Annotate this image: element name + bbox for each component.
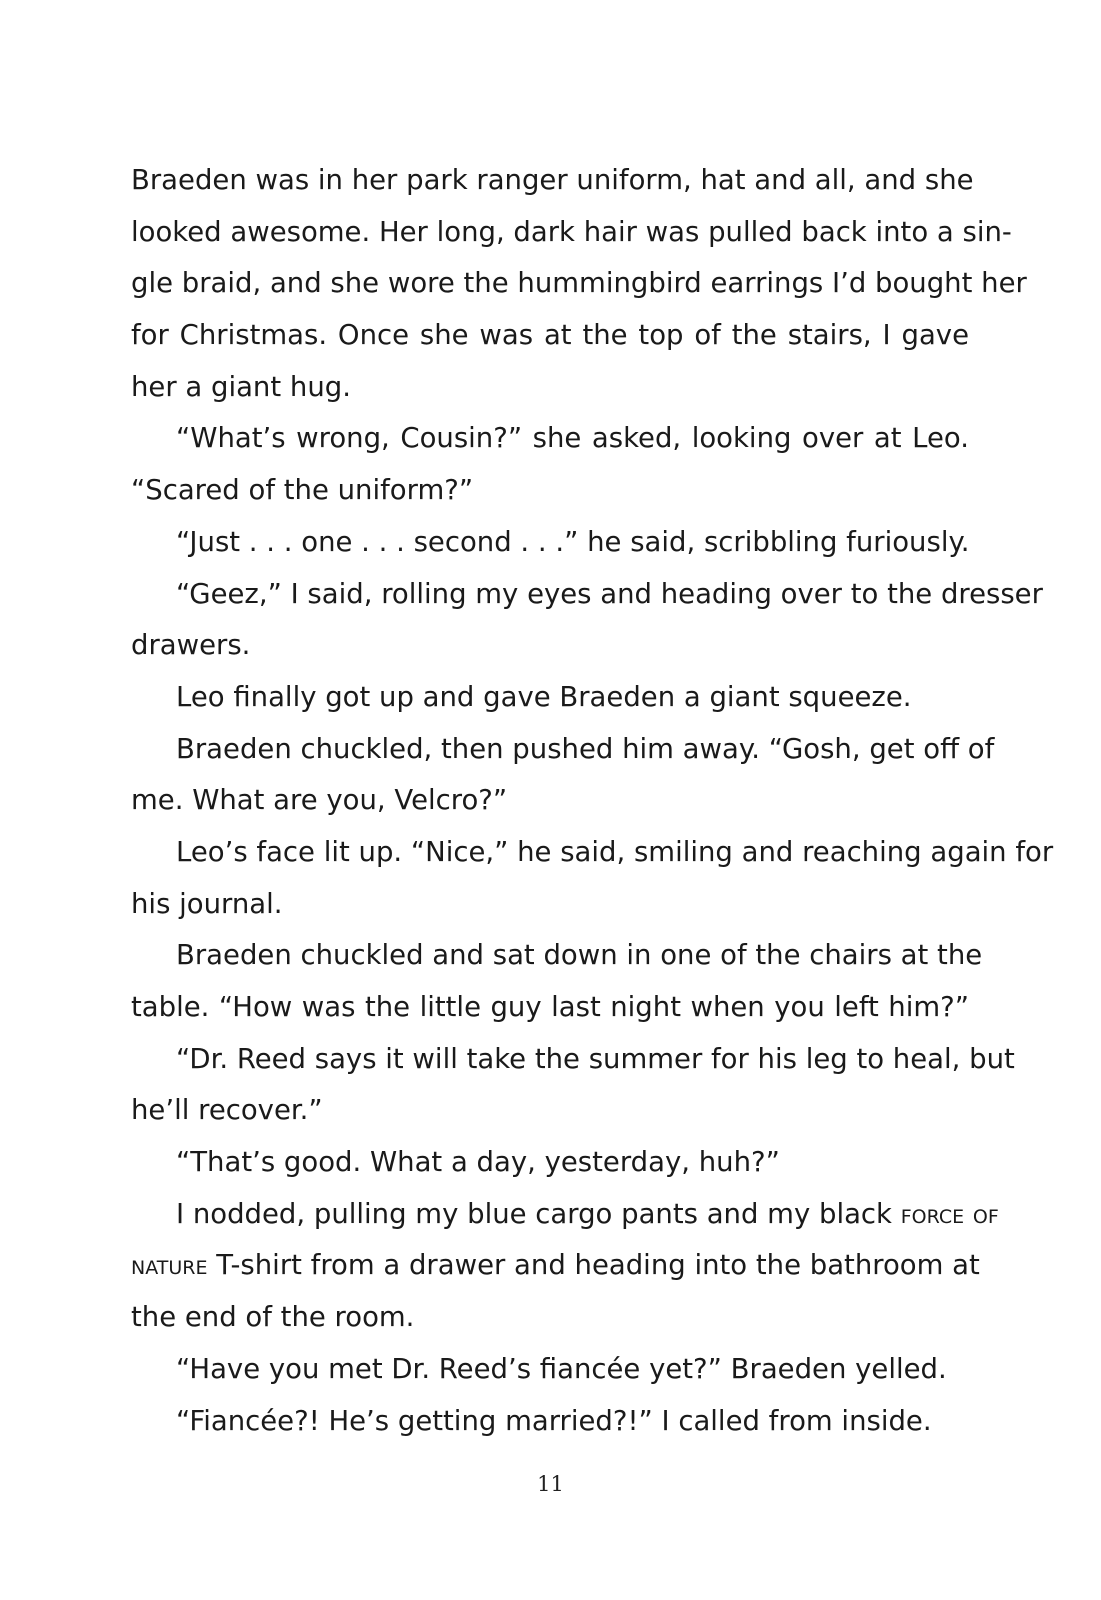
text-segment: I nodded, pulling my blue cargo pants and my black	[176, 1197, 892, 1230]
text-line: “Fiancée?! He’s getting married?!” I called from inside.	[176, 1404, 932, 1437]
text-line: “That’s good. What a day, yesterday, huh?”	[176, 1146, 780, 1179]
text-segment: T-shirt from a drawer and heading into the bathroom at	[216, 1249, 980, 1282]
text-line: “What’s wrong, Cousin?” she asked, looking over at Leo.	[176, 422, 969, 455]
text-line: Braeden chuckled, then pushed him away. “Gosh, get off of	[176, 732, 995, 765]
text-line: Leo finally got up and gave Braeden a giant squeeze.	[176, 680, 912, 713]
text-line: me. What are you, Velcro?”	[131, 784, 508, 817]
text-line: gle braid, and she wore the hummingbird earrings I’d bought her	[131, 267, 1027, 300]
text-line	[131, 1189, 999, 1241]
page-body	[131, 155, 1054, 1447]
text-line: he’ll recover.”	[131, 1094, 323, 1127]
text-line: “Dr. Reed says it will take the summer for his leg to heal, but	[176, 1042, 1015, 1075]
text-line: Braeden chuckled and sat down in one of the chairs at the	[176, 939, 983, 972]
page-number: 11	[537, 1472, 564, 1496]
text-line: drawers.	[131, 629, 251, 662]
text-line: for Christmas. Once she was at the top of the stairs, I gave	[131, 319, 969, 352]
text-line: “Scared of the uniform?”	[131, 474, 474, 507]
text-line: “Have you met Dr. Reed’s fiancée yet?” Braeden yelled.	[176, 1352, 947, 1385]
text-line: “Just . . . one . . . second . . .” he said, scribbling furiously.	[176, 525, 970, 558]
text-line: the end of the room.	[131, 1301, 415, 1334]
text-line: her a giant hug.	[131, 370, 351, 403]
small-caps-text: force of	[900, 1197, 999, 1230]
text-line: Braeden was in her park ranger uniform, hat and all, and she	[131, 164, 974, 196]
text-line: Leo’s face lit up. “Nice,” he said, smiling and reaching again for	[176, 835, 1054, 868]
text-line: looked awesome. Her long, dark hair was pulled back into a sin-	[131, 215, 1012, 248]
small-caps-text: nature	[131, 1249, 208, 1282]
text-line: table. “How was the little guy last night when you left him?”	[131, 991, 969, 1023]
text-line: “Geez,” I said, rolling my eyes and heading over to the dresser	[176, 577, 1043, 610]
text-line	[131, 1240, 980, 1292]
text-line: his journal.	[131, 887, 283, 920]
